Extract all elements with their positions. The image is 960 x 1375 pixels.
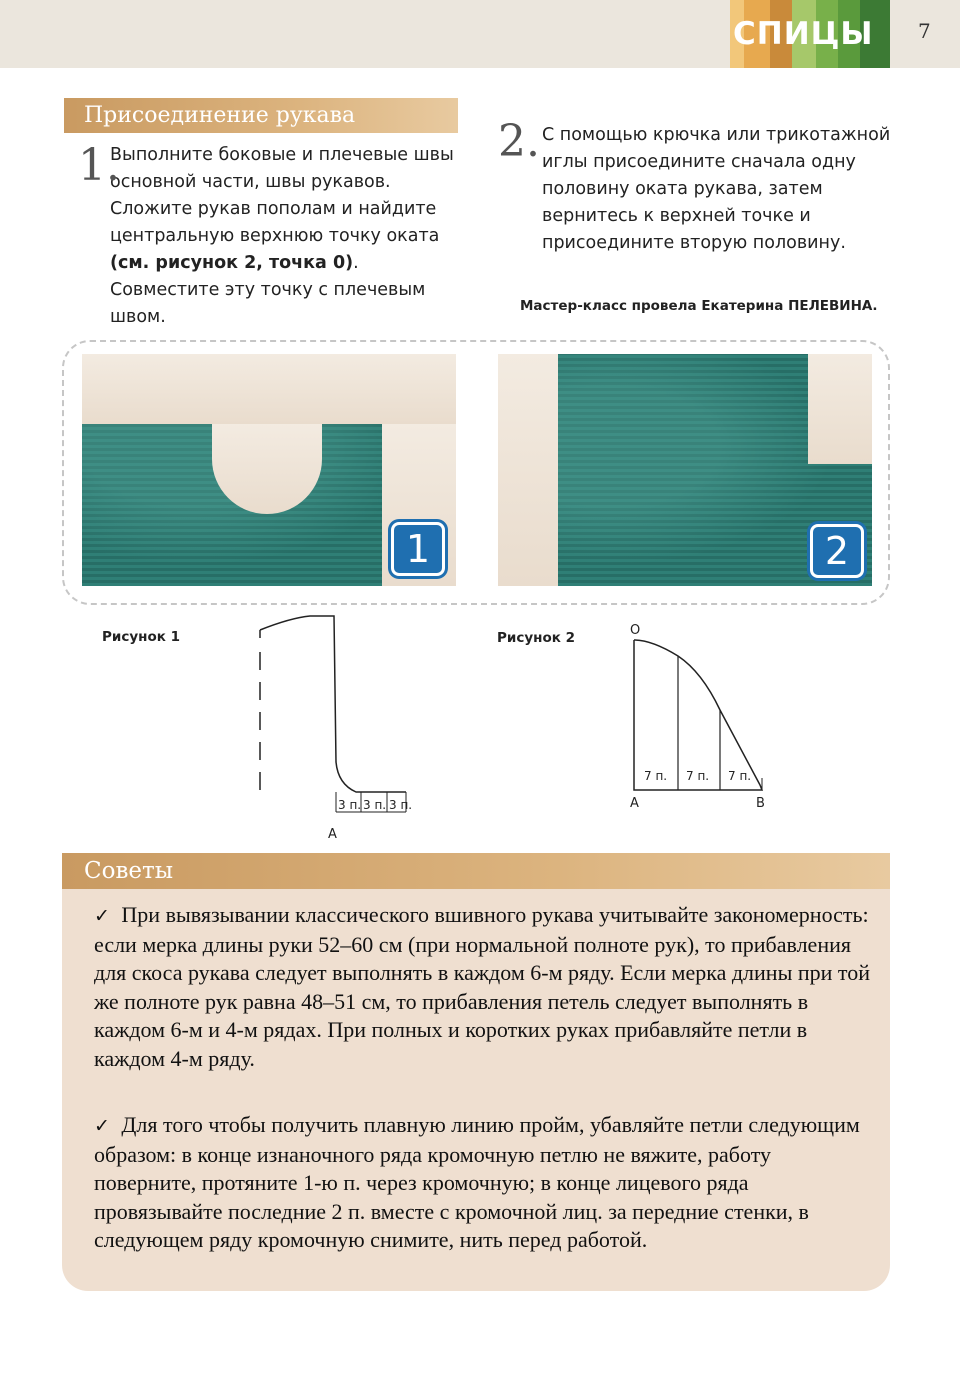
figure-1-step-3: 3 п. <box>389 798 413 812</box>
figure-2-point-b: В <box>756 796 765 811</box>
figure-2-label: Рисунок 2 <box>497 630 576 646</box>
step-2-number: 2. <box>498 116 540 167</box>
credit <box>520 298 877 314</box>
credit-prefix: Мастер-класс провела Екатерина <box>520 298 789 314</box>
photo-1-badge: 1 <box>391 522 445 576</box>
photo-2-background <box>498 354 558 586</box>
figure-2-point-a: А <box>630 796 639 811</box>
photo-1-background <box>82 354 456 424</box>
step-1-ref: (см. рисунок 2, точка 0) <box>110 253 354 273</box>
category-title: СПИЦЫ <box>733 16 874 52</box>
section-heading: Присоединение рукава <box>64 98 458 133</box>
step-1-number: 1. <box>78 140 120 191</box>
figure-2-step-2: 7 п. <box>686 769 710 783</box>
tip-2-text: Для того чтобы получить плавную линию пройм, убавляйте петли следующим образом: в конце изнаночного ряда кромочную петлю не вяжите, работу поверните, протяните 1-ю п. через кромочную; в конце лицевого ряда провязывайте последние 2 п. вместе с кромочной лиц. за передние стенки, в следующем ряду кромочную снимите, нить перед работой. <box>94 1112 860 1253</box>
figure-2-outline <box>634 640 762 790</box>
photo-2-background-right <box>808 354 872 464</box>
figure-1-label: Рисунок 1 <box>102 629 181 645</box>
check-icon: ✓ <box>94 905 110 927</box>
figure-1-diagram <box>250 612 420 842</box>
figure-1-point-a: А <box>328 827 337 842</box>
step-2 <box>498 116 896 257</box>
figure-1-step-2: 3 п. <box>363 798 387 812</box>
header-band <box>0 0 960 68</box>
tip-2 <box>94 1111 874 1255</box>
step-1-tail: . Совместите эту точку с плечевым швом. <box>110 253 426 327</box>
photo-1-armhole <box>212 424 322 514</box>
figure-1-outline <box>260 616 406 792</box>
figure-2-step-3: 7 п. <box>728 769 752 783</box>
step-1 <box>78 142 460 331</box>
figure-2-diagram <box>620 620 780 815</box>
step-2-text: С помощью крючка или трикотажной иглы присоедините сначала одну половину оката рукава, затем вернитесь к верхней точке и присоедините вторую половину. <box>542 125 891 253</box>
tips-heading: Советы <box>62 853 890 889</box>
step-1-text: Выполните боковые и плечевые швы основной части, швы рукавов. Сложите рукав пополам и найдите центральную верхнюю точку оката <box>110 145 454 246</box>
figure-2-point-o: О <box>630 623 641 638</box>
tip-1 <box>94 901 874 1074</box>
credit-name: ПЕЛЕВИНА. <box>788 298 878 314</box>
photo-1 <box>82 354 456 586</box>
check-icon: ✓ <box>94 1115 110 1137</box>
figure-1-step-1: 3 п. <box>338 798 362 812</box>
photo-2 <box>498 354 872 586</box>
figure-2-step-1: 7 п. <box>644 769 668 783</box>
tip-1-text: При вывязывании классического вшивного рукава учитывайте закономерность: если мерка длины руки 52–60 см (при нормальной полноте рук), то прибавления для скоса рукава следует выполнять в каждом 6-м ряду. Если мерка длины при той же полноте рук равна 48–51 см, то прибавления петель следует выполнять в каждом 6-м и 4-м рядах. При полных и коротких руках прибавляйте петли в каждом 4-м ряду. <box>94 902 871 1071</box>
page-number: 7 <box>918 19 931 43</box>
photo-2-badge: 2 <box>810 524 864 578</box>
